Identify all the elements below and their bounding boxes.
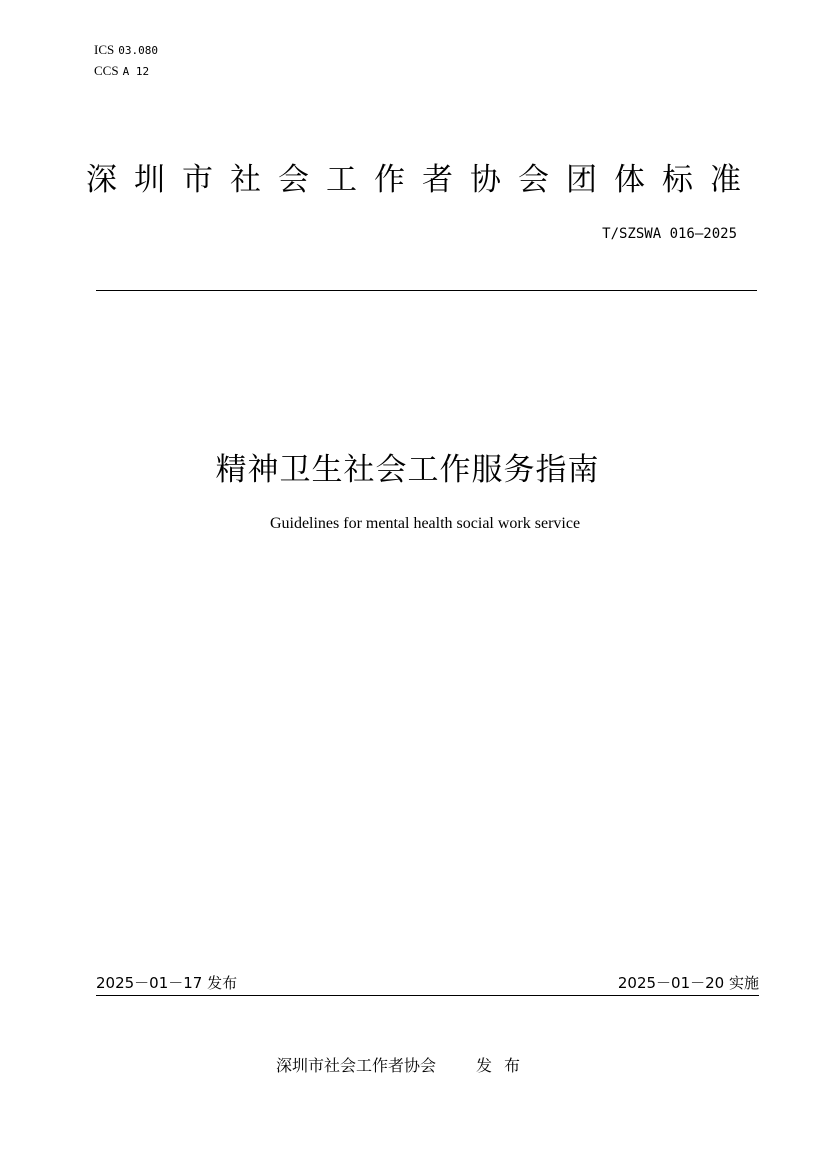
- ccs-label: CCS: [94, 63, 119, 78]
- publisher-action: 发布: [476, 1056, 533, 1075]
- classification-codes: [94, 40, 158, 82]
- implement-date: 2025－01－20 实施: [617, 974, 759, 992]
- bottom-divider: [96, 995, 759, 996]
- ccs-line: [94, 61, 158, 82]
- standard-number: T/SZSWA 016—2025: [602, 226, 737, 242]
- publisher-organization: 深圳市社会工作者协会: [276, 1056, 437, 1075]
- publisher-line: [276, 1053, 532, 1076]
- ics-line: [94, 40, 158, 61]
- standard-title: 深圳市社会工作者协会团体标准: [86, 162, 758, 198]
- ccs-value: A 12: [122, 65, 150, 78]
- publish-date: 2025－01－17 发布: [96, 974, 238, 992]
- top-divider: [96, 290, 757, 291]
- ics-label: ICS: [94, 42, 115, 57]
- ics-value: 03.080: [118, 44, 158, 57]
- document-title: 精神卫生社会工作服务指南: [215, 452, 600, 488]
- document-subtitle: Guidelines for mental health social work service: [269, 515, 581, 532]
